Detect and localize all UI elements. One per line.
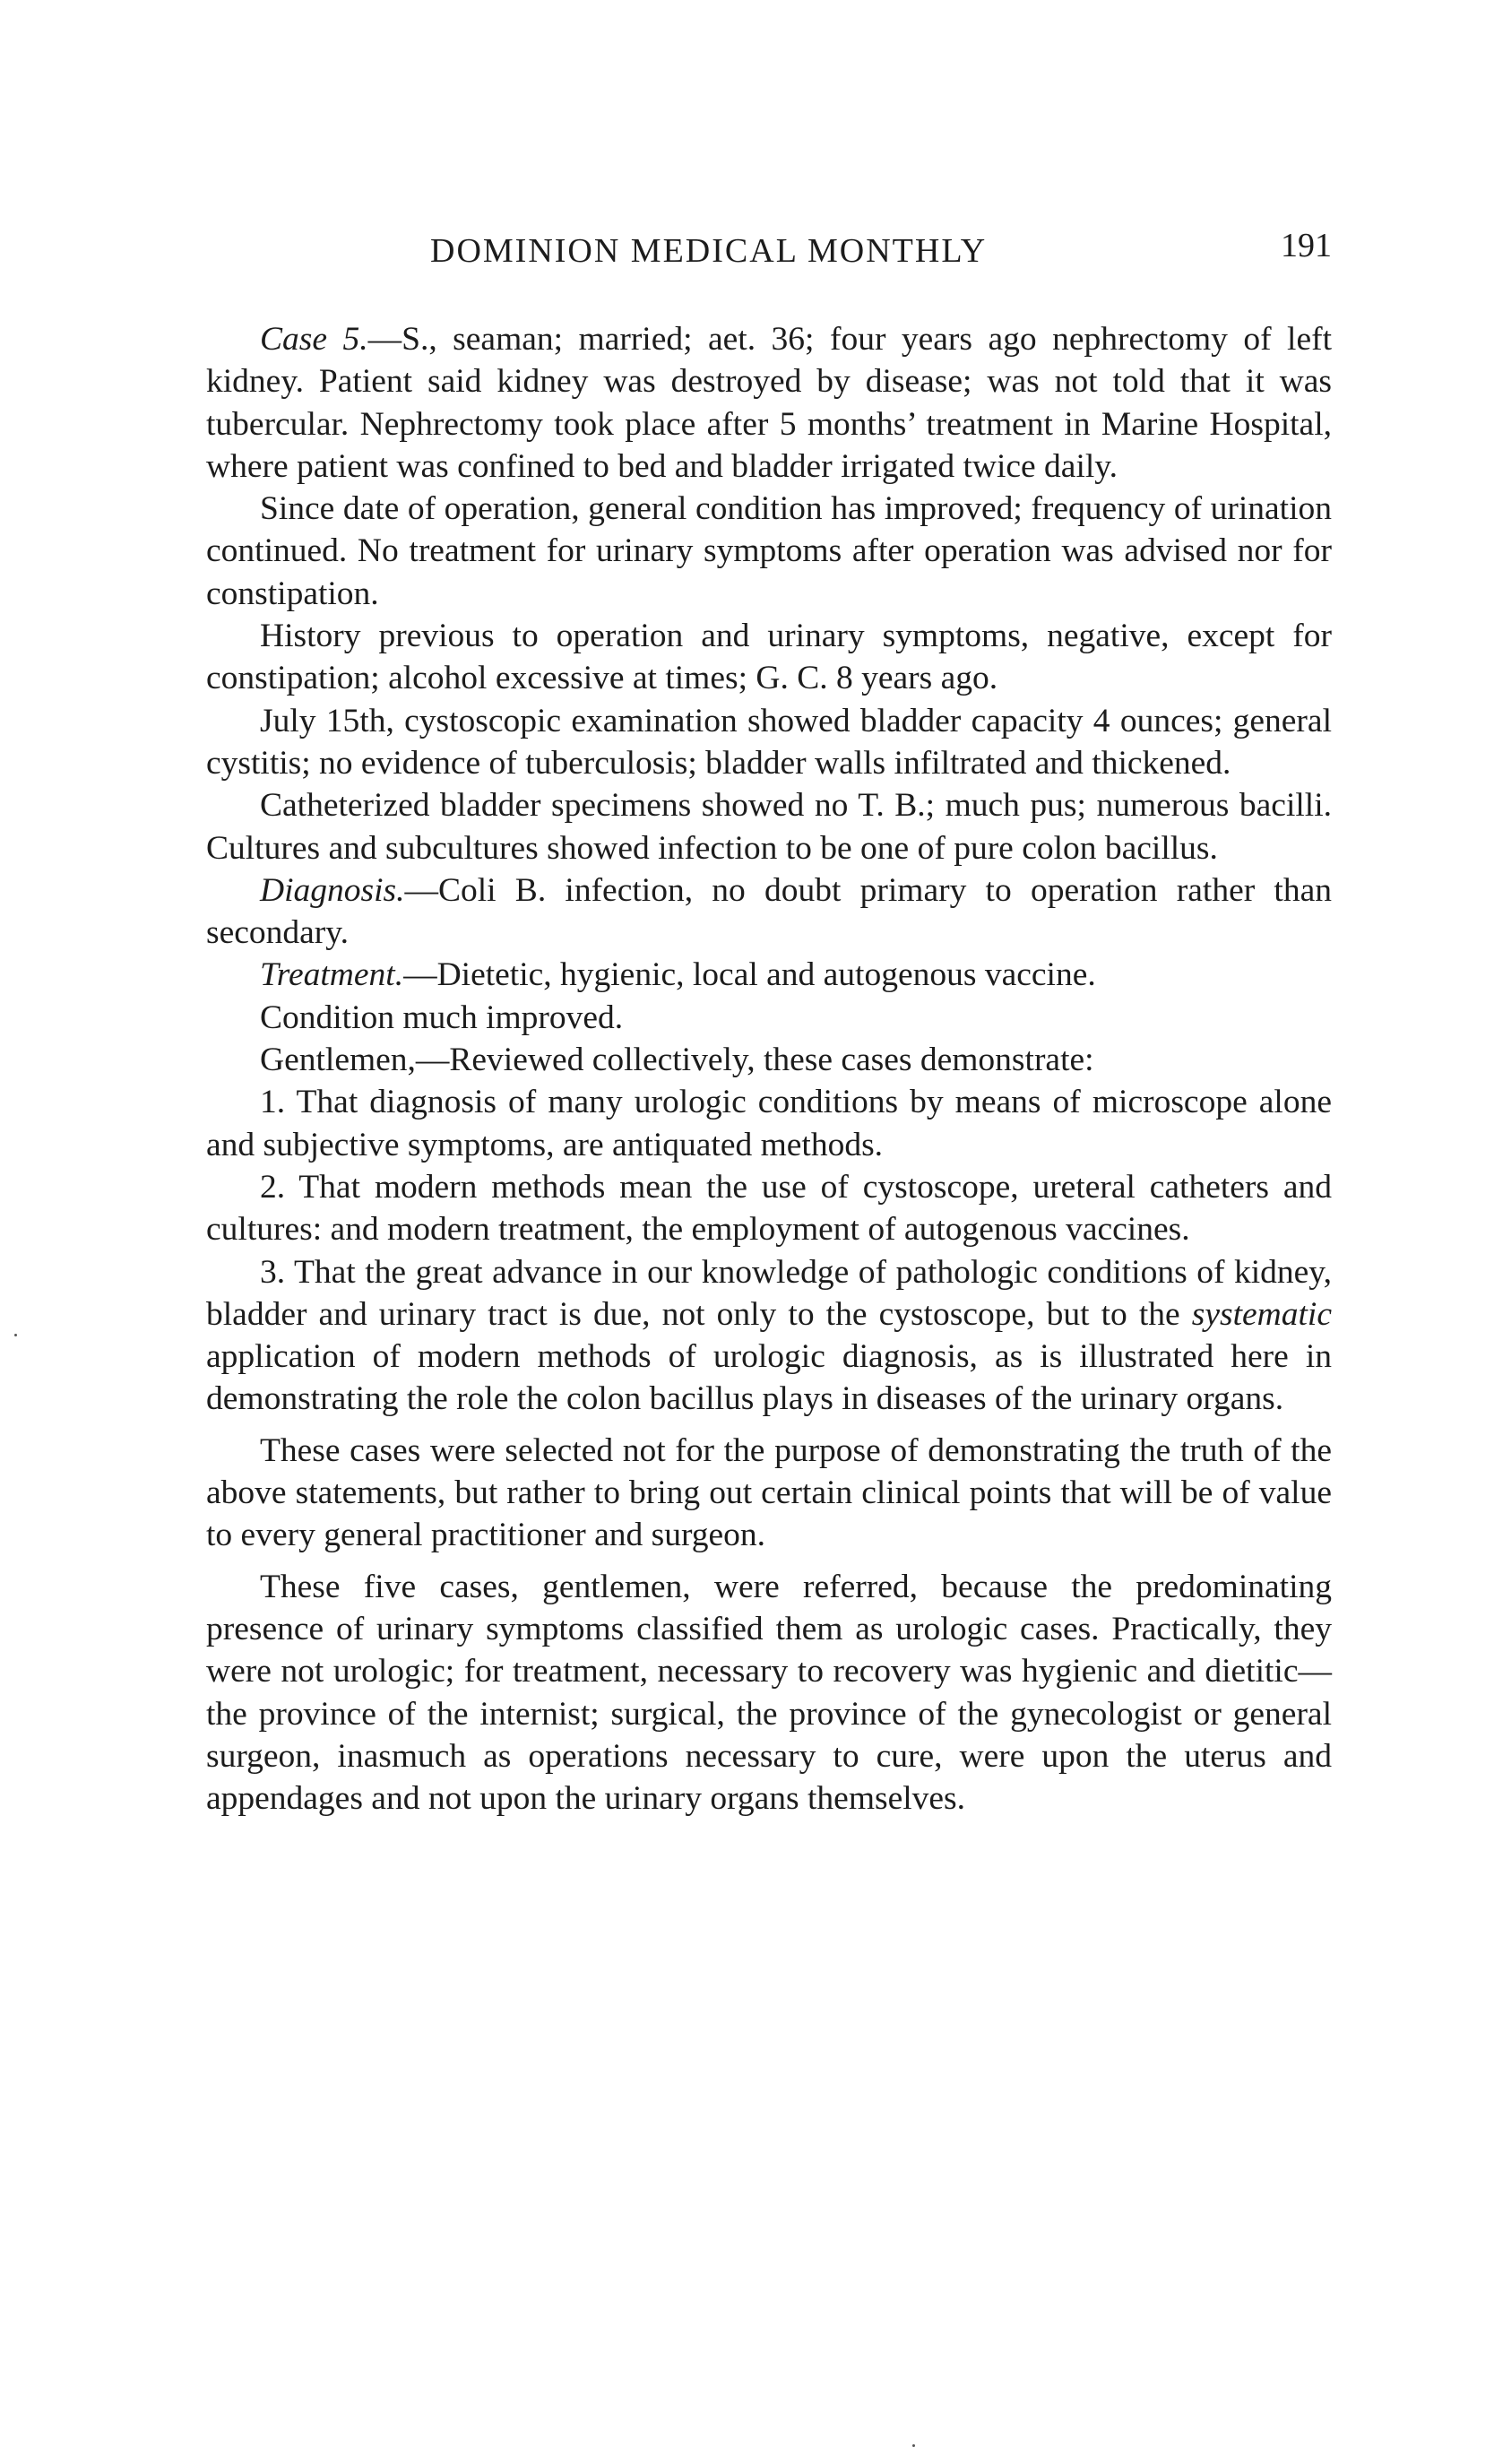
- paragraph-text: History previous to operation and urinary symptoms, negative, except for constipation; alcohol excessive at times; G. C. 8 years ago.: [206, 618, 1332, 697]
- paragraph-text: —Dietetic, hygienic, local and autogenous vaccine.: [403, 956, 1096, 994]
- paragraph-text: 1. That diagnosis of many urologic conditions by means of microscope alone and subjective symptoms, are antiquated methods.: [206, 1084, 1332, 1163]
- paragraph-text: Since date of operation, general condition has improved; frequency of urination continued. No treatment for urinary symptoms after operation was advised nor for constipation.: [206, 490, 1332, 612]
- running-header: [206, 227, 1332, 285]
- paragraph-cystoscopic-exam: [206, 700, 1332, 785]
- treatment-label: Treatment.: [260, 956, 404, 994]
- list-item-2: [206, 1166, 1332, 1251]
- scan-speck: [912, 2444, 915, 2447]
- paragraph-gentlemen: [206, 1039, 1332, 1081]
- paragraph-text: July 15th, cystoscopic examination showed bladder capacity 4 ounces; general cystitis; no evidence of tuberculosis; bladder walls infiltrated and thickened.: [206, 702, 1332, 782]
- emphasis-systematic: systematic: [1191, 1295, 1332, 1333]
- paragraph-text: Catheterized bladder specimens showed no T. B.; much pus; numerous bacilli. Cultures and subcultures showed infection to be one of pure colon bacillus.: [206, 787, 1332, 867]
- paragraph-specimens: [206, 784, 1332, 869]
- paragraph-text: 3. That the great advance in our knowledge of pathologic conditions of kidney, bladder and urinary tract is due, not only to the cystoscope, but to the: [206, 1253, 1332, 1333]
- paragraph-purpose: [206, 1430, 1332, 1557]
- list-item-3: [206, 1251, 1332, 1421]
- journal-title: DOMINION MEDICAL MONTHLY: [430, 232, 988, 270]
- paragraph-conclusion: [206, 1566, 1332, 1820]
- paragraph-text: Gentlemen,—Reviewed collectively, these cases demonstrate:: [260, 1042, 1094, 1079]
- case-label: Case 5.: [260, 321, 368, 358]
- scan-speck: [14, 1334, 17, 1336]
- paragraph-text: These cases were selected not for the purpose of demonstrating the truth of the above statements, but rather to bring out certain clinical points that will be of value to every general practitioner and surgeon.: [206, 1431, 1332, 1554]
- paragraph-text: —Coli B. infection, no doubt primary to operation rather than secondary.: [206, 871, 1332, 952]
- article-body: [206, 318, 1332, 1820]
- paragraph-case-5: [206, 318, 1332, 488]
- list-item-1: [206, 1081, 1332, 1166]
- page-number: 191: [1281, 227, 1332, 264]
- paragraph-diagnosis: [206, 869, 1332, 955]
- paragraph-history: [206, 615, 1332, 700]
- paragraph-text: application of modern methods of urologic diagnosis, as is illustrated here in demonstrating the role the colon bacillus plays in diseases of the urinary organs.: [206, 1338, 1332, 1418]
- paragraph-text: —S., seaman; married; aet. 36; four years ago nephrectomy of left kidney. Patient said kidney was destroyed by disease; was not told that it was tubercular. Nephrectomy took place after 5 months’ treatment in Marine Hospital, where patient was confined to bed and bladder irrigated twice daily.: [206, 321, 1333, 485]
- paragraph-text: These five cases, gentlemen, were referred, because the predominating presence of urinary symptoms classified them as urologic cases. Practically, they were not urologic; for treatment, necessary to recovery was hygienic and dietitic—the province of the internist; surgical, the province of the gynecologist or general surgeon, inasmuch as operations necessary to cure, were upon the uterus and appendages and not upon the urinary organs themselves.: [206, 1568, 1332, 1818]
- paragraph-text: 2. That modern methods mean the use of cystoscope, ureteral catheters and cultures: and modern treatment, the employment of autogenous vaccines.: [206, 1168, 1332, 1249]
- paragraph-post-operation: [206, 488, 1332, 615]
- paragraph-text: Condition much improved.: [260, 999, 624, 1036]
- paragraph-condition: [206, 997, 1332, 1039]
- diagnosis-label: Diagnosis.: [260, 871, 405, 909]
- paragraph-treatment: [206, 954, 1332, 996]
